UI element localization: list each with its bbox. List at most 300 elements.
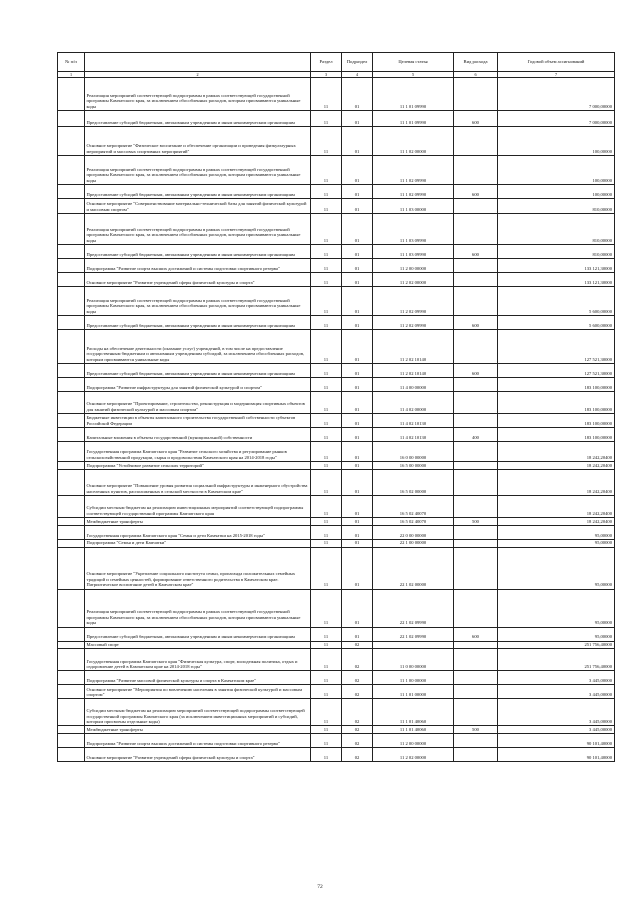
cell-podrazdel: 01: [342, 156, 373, 185]
cell-num: [58, 214, 85, 245]
cell-name: Основное мероприятие "Развитие учреждений сферы физической культуры и спорта": [85, 273, 311, 287]
cell-name: Государственная программа Камчатского края "Развитие сельского хозяйства и регулирование рынков сельскохозяйственной продукции, сырья и продовольствия Камчатского края на 2014-2018 годы": [85, 442, 311, 462]
cell-num: [58, 111, 85, 127]
cell-num: [58, 627, 85, 641]
cell-num: [58, 525, 85, 539]
cell-statya: 16 0 00 00000: [373, 442, 454, 462]
cell-num: [58, 685, 85, 699]
cell-name: Субсидии местным бюджетам на реализацию мероприятий соответствующей подпрограммы соответствующей государственной программы Камчатского края (за исключением инвестиционных мероприятий и субсидий, которым присвоены отдельные коды): [85, 699, 311, 726]
cell-podrazdel: 01: [342, 547, 373, 589]
cell-vid: [454, 748, 498, 762]
cell-num: [58, 539, 85, 547]
cell-vid: [454, 469, 498, 495]
table-row: [58, 199, 615, 214]
cell-sum: 100,00000: [498, 185, 615, 199]
cell-statya: 22 0 00 00000: [373, 525, 454, 539]
cell-podrazdel: 02: [342, 699, 373, 726]
cell-name: Реализация мероприятий соответствующей подпрограммы в рамках соответствующей государственной программы Камчатского края, за исключением обособленных расходов, которым присваиваются уникальные коды: [85, 214, 311, 245]
budget-table: [57, 52, 615, 762]
cell-sum: 183 100,00000: [498, 414, 615, 428]
cell-name: Бюджетные инвестиции в объекты капитального строительства государственной собственности субъектов Российской Федерации: [85, 414, 311, 428]
header-podrazdel: Подраздел: [342, 53, 373, 72]
table-row: [58, 641, 615, 649]
cell-podrazdel: 01: [342, 462, 373, 470]
cell-podrazdel: 01: [342, 517, 373, 525]
cell-vid: 500: [454, 726, 498, 734]
cell-name: Реализация мероприятий соответствующей подпрограммы в рамках соответствующей государственной программы Камчатского края, за исключением обособленных расходов, которым присваиваются уникальные коды: [85, 589, 311, 627]
cell-name: Капитальные вложения в объекты государственной (муниципальной) собственности: [85, 428, 311, 442]
table-row: [58, 364, 615, 378]
cell-vid: [454, 442, 498, 462]
cell-num: [58, 547, 85, 589]
cell-num: [58, 259, 85, 273]
budget-sheet: [57, 52, 614, 762]
cell-num: [58, 127, 85, 156]
cell-sum: 5 600,00000: [498, 287, 615, 316]
cell-razdel: 11: [311, 127, 342, 156]
cell-statya: 11 1 01 09990: [373, 111, 454, 127]
cell-sum: 95,00000: [498, 547, 615, 589]
cell-sum: 5 600,00000: [498, 316, 615, 330]
cell-name: Реализация мероприятий соответствующей подпрограммы в рамках соответствующей государственной программы Камчатского края, за исключением обособленных расходов, которым присваиваются уникальные коды: [85, 78, 311, 111]
table-row: [58, 245, 615, 259]
cell-razdel: 11: [311, 214, 342, 245]
cell-sum: 95,00000: [498, 627, 615, 641]
cell-razdel: 11: [311, 364, 342, 378]
cell-sum: 3 445,00000: [498, 685, 615, 699]
header-row: [58, 53, 615, 72]
table-row: [58, 589, 615, 627]
cell-vid: [454, 589, 498, 627]
cell-num: [58, 462, 85, 470]
cell-podrazdel: 01: [342, 330, 373, 364]
column-number: 7: [498, 72, 615, 78]
cell-name: Предоставление субсидий бюджетным, автономным учреждениям и иным некоммерческим организациям: [85, 111, 311, 127]
cell-vid: [454, 414, 498, 428]
cell-num: [58, 734, 85, 748]
cell-sum: 90 101,40000: [498, 748, 615, 762]
cell-statya: 11 1 03 00000: [373, 199, 454, 214]
cell-sum: 3 445,00000: [498, 726, 615, 734]
table-row: [58, 414, 615, 428]
cell-num: [58, 414, 85, 428]
cell-statya: 16 5 00 00000: [373, 462, 454, 470]
cell-name: Подпрограмма "Развитие спорта высших достижений и системы подготовки спортивного резерва": [85, 734, 311, 748]
cell-podrazdel: 01: [342, 127, 373, 156]
cell-podrazdel: 02: [342, 671, 373, 685]
cell-podrazdel: 01: [342, 259, 373, 273]
header-vid: Вид расхода: [454, 53, 498, 72]
header-num: № п/п: [58, 53, 85, 72]
header-sum: Годовой объем ассигнований: [498, 53, 615, 72]
cell-name: Межбюджетные трансферты: [85, 726, 311, 734]
cell-statya: 11 1 01 40060: [373, 699, 454, 726]
table-body: [58, 78, 615, 762]
table-row: [58, 462, 615, 470]
table-row: [58, 316, 615, 330]
cell-num: [58, 364, 85, 378]
cell-vid: [454, 699, 498, 726]
cell-vid: 500: [454, 517, 498, 525]
cell-statya: 11 1 00 00000: [373, 671, 454, 685]
cell-statya: 11 2 02 00000: [373, 748, 454, 762]
cell-statya: 11 4 00 00000: [373, 378, 454, 392]
cell-sum: 18 242,20400: [498, 442, 615, 462]
cell-name: Предоставление субсидий бюджетным, автономным учреждениям и иным некоммерческим организациям: [85, 316, 311, 330]
cell-name: Основное мероприятие "Физическое воспитание и обеспечение организации и проведения физкультурных мероприятий и массовых спортивных мероприятий": [85, 127, 311, 156]
cell-razdel: 11: [311, 392, 342, 414]
cell-vid: [454, 649, 498, 671]
cell-name: Реализация мероприятий соответствующей подпрограммы в рамках соответствующей государственной программы Камчатского края, за исключением обособленных расходов, которым присваиваются уникальные коды: [85, 156, 311, 185]
cell-razdel: 11: [311, 748, 342, 762]
cell-razdel: 11: [311, 547, 342, 589]
cell-statya: 11 1 01 09990: [373, 78, 454, 111]
cell-podrazdel: 01: [342, 287, 373, 316]
cell-sum: 183 100,00000: [498, 392, 615, 414]
cell-vid: [454, 214, 498, 245]
cell-statya: 16 5 02 40070: [373, 495, 454, 517]
cell-statya: 11 4 02 10130: [373, 428, 454, 442]
cell-statya: 11 0 00 00000: [373, 649, 454, 671]
cell-sum: 810,00000: [498, 245, 615, 259]
cell-podrazdel: 02: [342, 726, 373, 734]
cell-num: [58, 671, 85, 685]
cell-razdel: 11: [311, 539, 342, 547]
cell-name: Основное мероприятие "Совершенствование материально-технической базы для занятий физической культурой и массовым спортом": [85, 199, 311, 214]
cell-num: [58, 641, 85, 649]
cell-sum: 18 242,20400: [498, 495, 615, 517]
cell-name: Массовый спорт: [85, 641, 311, 649]
table-row: [58, 428, 615, 442]
cell-num: [58, 726, 85, 734]
cell-podrazdel: 01: [342, 111, 373, 127]
cell-sum: 127 521,30000: [498, 364, 615, 378]
cell-name: Предоставление субсидий бюджетным, автономным учреждениям и иным некоммерческим организациям: [85, 364, 311, 378]
cell-statya: 22 1 02 00000: [373, 547, 454, 589]
cell-podrazdel: 02: [342, 649, 373, 671]
cell-razdel: 11: [311, 259, 342, 273]
cell-name: Подпрограмма "Семья и дети Камчатки": [85, 539, 311, 547]
cell-vid: [454, 495, 498, 517]
cell-statya: 11 1 03 09990: [373, 245, 454, 259]
column-number: 5: [373, 72, 454, 78]
column-number: 2: [85, 72, 311, 78]
cell-vid: 400: [454, 428, 498, 442]
cell-vid: [454, 127, 498, 156]
cell-podrazdel: 02: [342, 748, 373, 762]
cell-podrazdel: 02: [342, 734, 373, 748]
cell-razdel: 11: [311, 330, 342, 364]
cell-name: Предоставление субсидий бюджетным, автономным учреждениям и иным некоммерческим организациям: [85, 185, 311, 199]
cell-razdel: 11: [311, 428, 342, 442]
cell-vid: [454, 199, 498, 214]
header-statya: Целевая статья: [373, 53, 454, 72]
cell-sum: 3 445,00000: [498, 699, 615, 726]
cell-sum: 7 000,00000: [498, 111, 615, 127]
cell-razdel: 11: [311, 156, 342, 185]
table-row: [58, 495, 615, 517]
cell-sum: 100,00000: [498, 127, 615, 156]
cell-statya: 11 2 02 10140: [373, 330, 454, 364]
table-row: [58, 259, 615, 273]
cell-name: Подпрограмма "Устойчивое развитие сельских территорий": [85, 462, 311, 470]
cell-sum: 810,00000: [498, 214, 615, 245]
cell-statya: 11 1 01 40060: [373, 726, 454, 734]
cell-num: [58, 378, 85, 392]
cell-name: Основное мероприятие "Укрепление социального института семьи, пропаганда положительных семейных традиций и семейных ценностей, формирование ответственного родительства в Камчатском крае. Патриотическое воспитание детей в Камчатском крае": [85, 547, 311, 589]
cell-razdel: 11: [311, 649, 342, 671]
cell-num: [58, 156, 85, 185]
cell-razdel: 11: [311, 185, 342, 199]
cell-sum: 95,00000: [498, 525, 615, 539]
cell-razdel: 11: [311, 734, 342, 748]
cell-sum: 183 100,00000: [498, 428, 615, 442]
cell-statya: 11 2 00 00000: [373, 734, 454, 748]
cell-vid: [454, 259, 498, 273]
cell-razdel: 11: [311, 699, 342, 726]
cell-sum: 127 521,30000: [498, 330, 615, 364]
cell-num: [58, 748, 85, 762]
cell-sum: 7 000,00000: [498, 78, 615, 111]
cell-sum: 18 242,20400: [498, 469, 615, 495]
table-row: [58, 127, 615, 156]
cell-vid: 600: [454, 245, 498, 259]
column-number: 3: [311, 72, 342, 78]
cell-vid: [454, 378, 498, 392]
cell-sum: 3 445,00000: [498, 671, 615, 685]
cell-name: Основное мероприятие "Мероприятия по вовлечению населения в занятия физической культурой и массовым спортом": [85, 685, 311, 699]
cell-razdel: 11: [311, 589, 342, 627]
cell-podrazdel: 02: [342, 641, 373, 649]
cell-statya: 16 5 02 40070: [373, 517, 454, 525]
cell-name: Государственная программа Камчатского края "Семья и дети Камчатки на 2015-2018 годы": [85, 525, 311, 539]
cell-podrazdel: 01: [342, 214, 373, 245]
cell-num: [58, 199, 85, 214]
cell-name: Реализация мероприятий соответствующей подпрограммы в рамках соответствующей государственной программы Камчатского края, за исключением обособленных расходов, которым присваиваются уникальные коды: [85, 287, 311, 316]
cell-name: Расходы на обеспечение деятельности (оказание услуг) учреждений, в том числе на предоставление государственным бюджетным и автономным учреждениям субсидий, за исключением обособленных расходов, которым присваиваются уникальные коды: [85, 330, 311, 364]
column-number: 4: [342, 72, 373, 78]
cell-podrazdel: 01: [342, 469, 373, 495]
cell-sum: 133 121,30000: [498, 259, 615, 273]
cell-podrazdel: 01: [342, 525, 373, 539]
cell-num: [58, 469, 85, 495]
table-row: [58, 392, 615, 414]
cell-name: Субсидии местным бюджетам на реализацию инвестиционных мероприятий соответствующей подпрограммы соответствующей государственной программы Камчатского края: [85, 495, 311, 517]
table-row: [58, 214, 615, 245]
cell-razdel: 11: [311, 111, 342, 127]
cell-vid: [454, 525, 498, 539]
cell-podrazdel: 01: [342, 539, 373, 547]
table-row: [58, 330, 615, 364]
cell-statya: [373, 641, 454, 649]
cell-podrazdel: 01: [342, 589, 373, 627]
cell-num: [58, 330, 85, 364]
table-row: [58, 539, 615, 547]
cell-name: Подпрограмма "Развитие инфраструктуры для занятий физической культурой и спортом": [85, 378, 311, 392]
table-row: [58, 517, 615, 525]
table-row: [58, 734, 615, 748]
cell-sum: 100,00000: [498, 156, 615, 185]
cell-podrazdel: 01: [342, 199, 373, 214]
cell-num: [58, 699, 85, 726]
cell-podrazdel: 01: [342, 78, 373, 111]
cell-vid: [454, 156, 498, 185]
cell-vid: [454, 547, 498, 589]
cell-podrazdel: 01: [342, 495, 373, 517]
cell-sum: 95,00000: [498, 539, 615, 547]
header-razdel: Раздел: [311, 53, 342, 72]
cell-sum: 251 756,40000: [498, 649, 615, 671]
cell-vid: [454, 685, 498, 699]
cell-podrazdel: 01: [342, 364, 373, 378]
cell-vid: [454, 539, 498, 547]
cell-podrazdel: 01: [342, 316, 373, 330]
cell-name: Предоставление субсидий бюджетным, автономным учреждениям и иным некоммерческим организациям: [85, 245, 311, 259]
cell-vid: [454, 78, 498, 111]
cell-podrazdel: 01: [342, 428, 373, 442]
cell-statya: 11 1 01 00000: [373, 685, 454, 699]
cell-num: [58, 517, 85, 525]
table-row: [58, 748, 615, 762]
table-row: [58, 469, 615, 495]
cell-num: [58, 442, 85, 462]
cell-sum: 90 101,40000: [498, 734, 615, 748]
cell-podrazdel: 01: [342, 245, 373, 259]
cell-name: Основное мероприятие "Проектирование, строительство, реконструкция и модернизация спортивных объектов для занятий физической культурой и массовым спортом": [85, 392, 311, 414]
cell-razdel: 11: [311, 627, 342, 641]
cell-statya: 11 2 02 09990: [373, 316, 454, 330]
cell-razdel: 11: [311, 273, 342, 287]
cell-name: Государственная программа Камчатского края "Физическая культура, спорт, молодежная политика, отдых и оздоровление детей в Камчатском крае на 2014-2018 годы": [85, 649, 311, 671]
cell-vid: 600: [454, 185, 498, 199]
cell-razdel: 11: [311, 245, 342, 259]
cell-statya: 11 2 02 10140: [373, 364, 454, 378]
table-row: [58, 273, 615, 287]
cell-statya: 22 1 02 09990: [373, 589, 454, 627]
cell-vid: 600: [454, 316, 498, 330]
cell-sum: 95,00000: [498, 589, 615, 627]
header-name: [85, 53, 311, 72]
table-row: [58, 627, 615, 641]
cell-vid: [454, 330, 498, 364]
column-number: 1: [58, 72, 85, 78]
table-row: [58, 442, 615, 462]
cell-statya: 11 1 03 09990: [373, 214, 454, 245]
table-row: [58, 378, 615, 392]
cell-sum: 133 121,30000: [498, 273, 615, 287]
table-row: [58, 699, 615, 726]
cell-vid: [454, 392, 498, 414]
cell-sum: 251 756,40000: [498, 641, 615, 649]
cell-podrazdel: 02: [342, 685, 373, 699]
cell-vid: 600: [454, 111, 498, 127]
cell-podrazdel: 01: [342, 273, 373, 287]
cell-razdel: 11: [311, 414, 342, 428]
cell-num: [58, 245, 85, 259]
cell-name: Основное мероприятие "Развитие учреждений сферы физической культуры и спорта": [85, 748, 311, 762]
cell-razdel: 11: [311, 671, 342, 685]
cell-sum: 183 100,00000: [498, 378, 615, 392]
cell-sum: 18 242,20400: [498, 517, 615, 525]
cell-vid: [454, 273, 498, 287]
cell-name: Основное мероприятие "Повышение уровня развития социальной инфраструктуры и инженерного обустройства населенных пунктов, расположенных в сельской местности в Камчатском крае": [85, 469, 311, 495]
cell-vid: 600: [454, 627, 498, 641]
cell-razdel: 11: [311, 685, 342, 699]
table-row: [58, 287, 615, 316]
table-row: [58, 726, 615, 734]
cell-vid: [454, 671, 498, 685]
cell-name: Межбюджетные трансферты: [85, 517, 311, 525]
cell-razdel: 11: [311, 378, 342, 392]
cell-name: Подпрограмма "Развитие массовой физической культуры и спорта в Камчатском крае": [85, 671, 311, 685]
table-row: [58, 649, 615, 671]
cell-statya: 11 2 02 09990: [373, 287, 454, 316]
cell-razdel: 11: [311, 469, 342, 495]
cell-razdel: 11: [311, 316, 342, 330]
cell-num: [58, 495, 85, 517]
cell-vid: [454, 287, 498, 316]
cell-razdel: 11: [311, 525, 342, 539]
cell-statya: 22 1 00 00000: [373, 539, 454, 547]
cell-razdel: 11: [311, 517, 342, 525]
cell-statya: 22 1 02 09990: [373, 627, 454, 641]
table-row: [58, 156, 615, 185]
cell-statya: 11 2 02 00000: [373, 273, 454, 287]
table-row: [58, 547, 615, 589]
cell-podrazdel: 01: [342, 378, 373, 392]
table-row: [58, 685, 615, 699]
cell-num: [58, 287, 85, 316]
cell-num: [58, 78, 85, 111]
cell-podrazdel: 01: [342, 627, 373, 641]
cell-statya: 16 5 02 00000: [373, 469, 454, 495]
cell-num: [58, 649, 85, 671]
cell-podrazdel: 01: [342, 442, 373, 462]
cell-num: [58, 316, 85, 330]
cell-sum: 810,00000: [498, 199, 615, 214]
cell-vid: [454, 641, 498, 649]
cell-num: [58, 185, 85, 199]
cell-podrazdel: 01: [342, 392, 373, 414]
table-row: [58, 671, 615, 685]
cell-name: Предоставление субсидий бюджетным, автономным учреждениям и иным некоммерческим организациям: [85, 627, 311, 641]
cell-num: [58, 428, 85, 442]
cell-razdel: 11: [311, 287, 342, 316]
cell-razdel: 11: [311, 726, 342, 734]
cell-vid: [454, 462, 498, 470]
cell-statya: 11 1 02 00000: [373, 127, 454, 156]
cell-razdel: 11: [311, 442, 342, 462]
cell-razdel: 11: [311, 462, 342, 470]
cell-statya: 11 1 02 09990: [373, 185, 454, 199]
cell-podrazdel: 01: [342, 414, 373, 428]
column-number: 6: [454, 72, 498, 78]
cell-razdel: 11: [311, 199, 342, 214]
cell-statya: 11 4 02 00000: [373, 392, 454, 414]
table-row: [58, 111, 615, 127]
table-row: [58, 525, 615, 539]
cell-statya: 11 1 02 09990: [373, 156, 454, 185]
cell-statya: 11 4 02 10130: [373, 414, 454, 428]
table-row: [58, 185, 615, 199]
cell-num: [58, 589, 85, 627]
cell-name: Подпрограмма "Развитие спорта высших достижений и системы подготовки спортивного резерва": [85, 259, 311, 273]
cell-sum: 18 242,20400: [498, 462, 615, 470]
page-number: 72: [317, 884, 323, 890]
cell-podrazdel: 01: [342, 185, 373, 199]
table-row: [58, 78, 615, 111]
cell-razdel: 11: [311, 495, 342, 517]
